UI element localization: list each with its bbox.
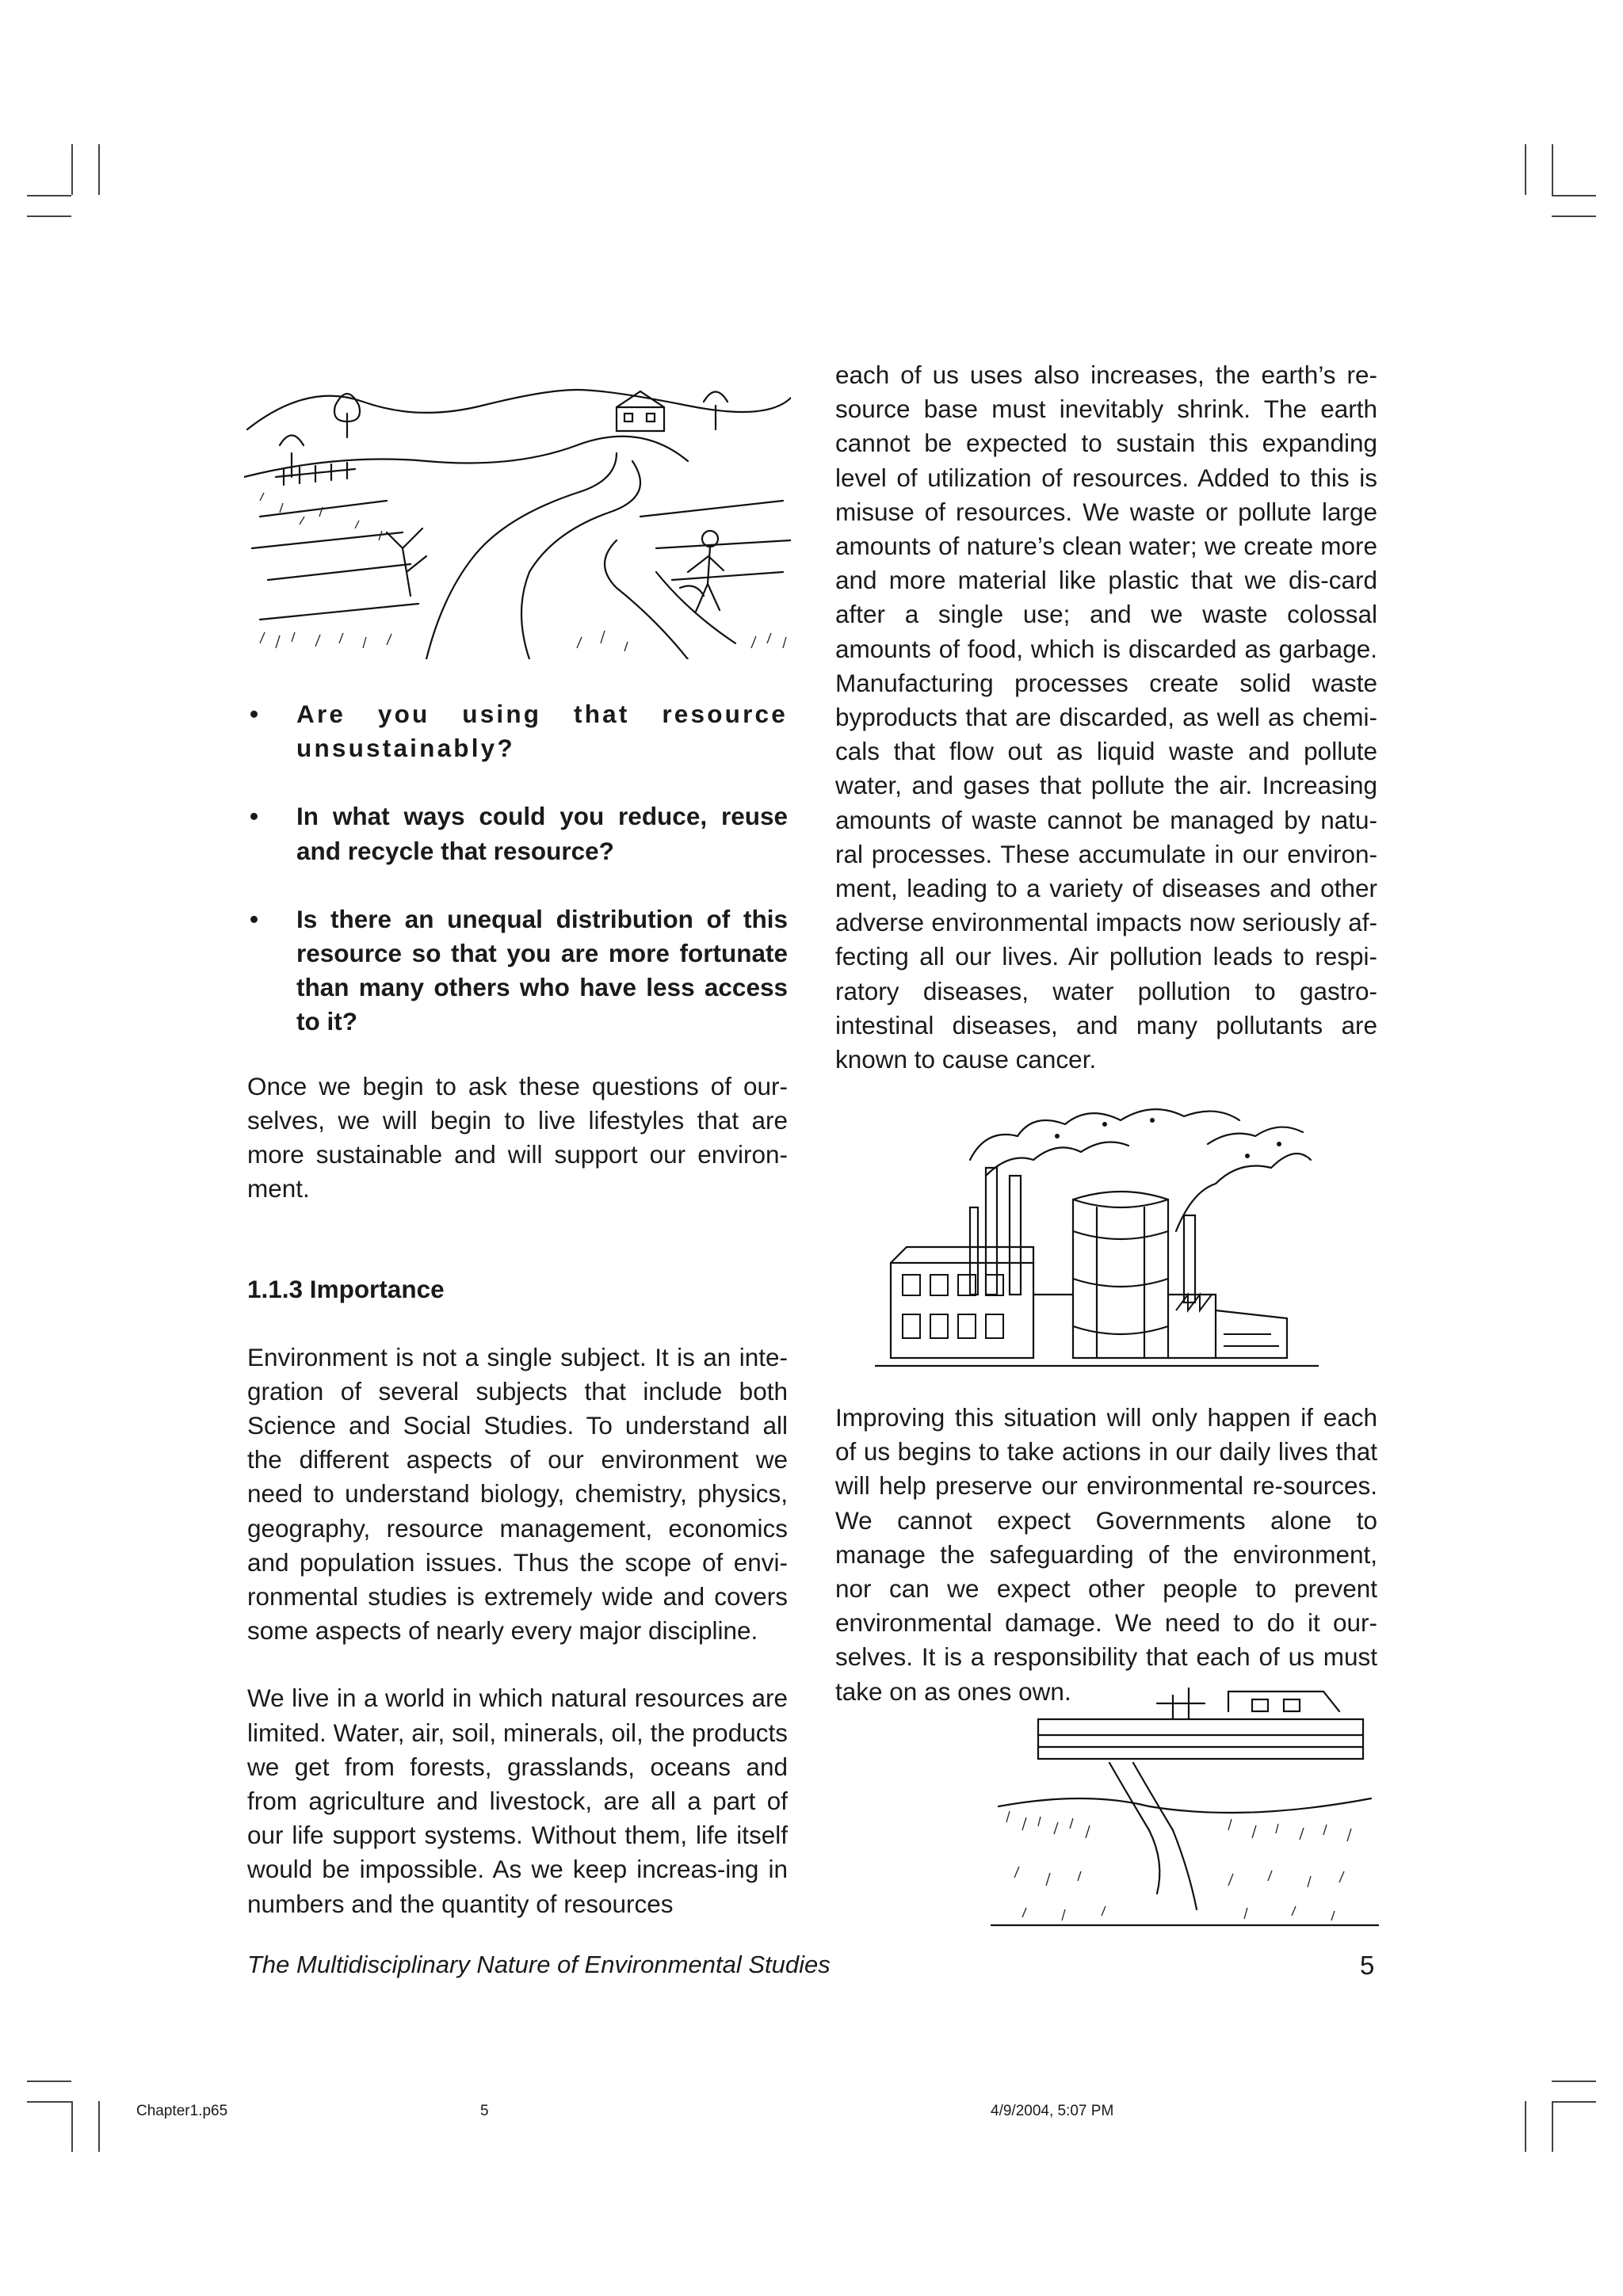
bullet-icon: • [250, 904, 259, 933]
right-column [835, 358, 1377, 1077]
paragraph-importance: Environment is not a single subject. It is an inte-gration of several subjects that include both Science and Social Studies. To understand all the different aspects of our environment we need to understand biology, chemistry, physics, geography, resource management, economics and population issues. Thus the scope of envi-ronmental studies is extremely wide and covers some aspects of nearly every major discipline. [247, 1342, 788, 1646]
section-heading: 1.1.3 Importance [247, 1275, 445, 1304]
bullet-text: In what ways could you reduce, reuse and recycle that resource? [296, 802, 788, 865]
bullet-text: Is there an unequal distribution of this resource so that you are more fortunate than many others who have less access to it? [296, 904, 788, 1036]
right-column-lower [835, 1401, 1377, 1709]
paragraph-intro: Once we begin to ask these questions of our-selves, we will begin to live lifestyles that are more sustainable and will support our environ-ment. [247, 1071, 788, 1203]
paragraph-continued: each of us uses also increases, the earth’s re-source base must inevitably shrink. The earth cannot be expected to sustain this expanding level of utilization of resources. Added to this is misuse of resources. We waste or pollute large amounts of nature’s clean water; we create more and more material like plastic that we dis-card after a single use; and we waste colossal amounts of food, which is discarded as garbage. Manufacturing processes create solid waste byproducts that are discarded, as well as chemi-cals that flow out as liquid waste and pollute water, and gases that pollute the air. Increasing amounts of waste cannot be managed by natu-ral processes. These accumulate in our environ-ment, leading to a variety of diseases and other adverse environmental impacts now seriously af-fecting all our lives. Air pollution leads to respi-ratory diseases, water pollution to gastro-intestinal diseases, and many pollutants are known to cause cancer. [835, 360, 1377, 1074]
list-item [247, 799, 788, 868]
bullet-icon: • [250, 700, 262, 728]
slug-page: 5 [480, 2103, 489, 2119]
bullet-text: Are you using that resource unsustainably? [296, 700, 788, 763]
paragraph-resources: We live in a world in which natural resources are limited. Water, air, soil, minerals, oil, the products we get from forests, grasslands, oceans and from agriculture and livestock, are all a part of our life support systems. Without them, life itself would be impossible. As we keep increas-ing in numbers and the quantity of resources [247, 1684, 788, 1918]
rural-landscape-illustration [244, 358, 791, 659]
question-list [247, 697, 788, 1039]
factory-smoke-illustration [875, 1097, 1319, 1374]
list-item [247, 902, 788, 1039]
slug-filename: Chapter1.p65 [136, 2103, 228, 2119]
slug-timestamp: 4/9/2004, 5:07 PM [991, 2103, 1114, 2119]
list-item [247, 697, 788, 765]
running-footer-title: The Multidisciplinary Nature of Environmental Studies [247, 1951, 831, 1978]
paragraph-improving: Improving this situation will only happen if each of us begins to take actions in our daily lives that will help preserve our environmental re-sources. We cannot expect Governments alone to manage the safeguarding of the environment, nor can we expect other people to prevent environmental damage. We need to do it our-selves. It is a responsibility that each of us must take on as ones own. [835, 1403, 1377, 1706]
page-number: 5 [1360, 1951, 1375, 1980]
left-column [247, 697, 788, 1921]
wastewater-outfall-illustration [991, 1688, 1379, 1933]
bullet-icon: • [250, 802, 259, 831]
